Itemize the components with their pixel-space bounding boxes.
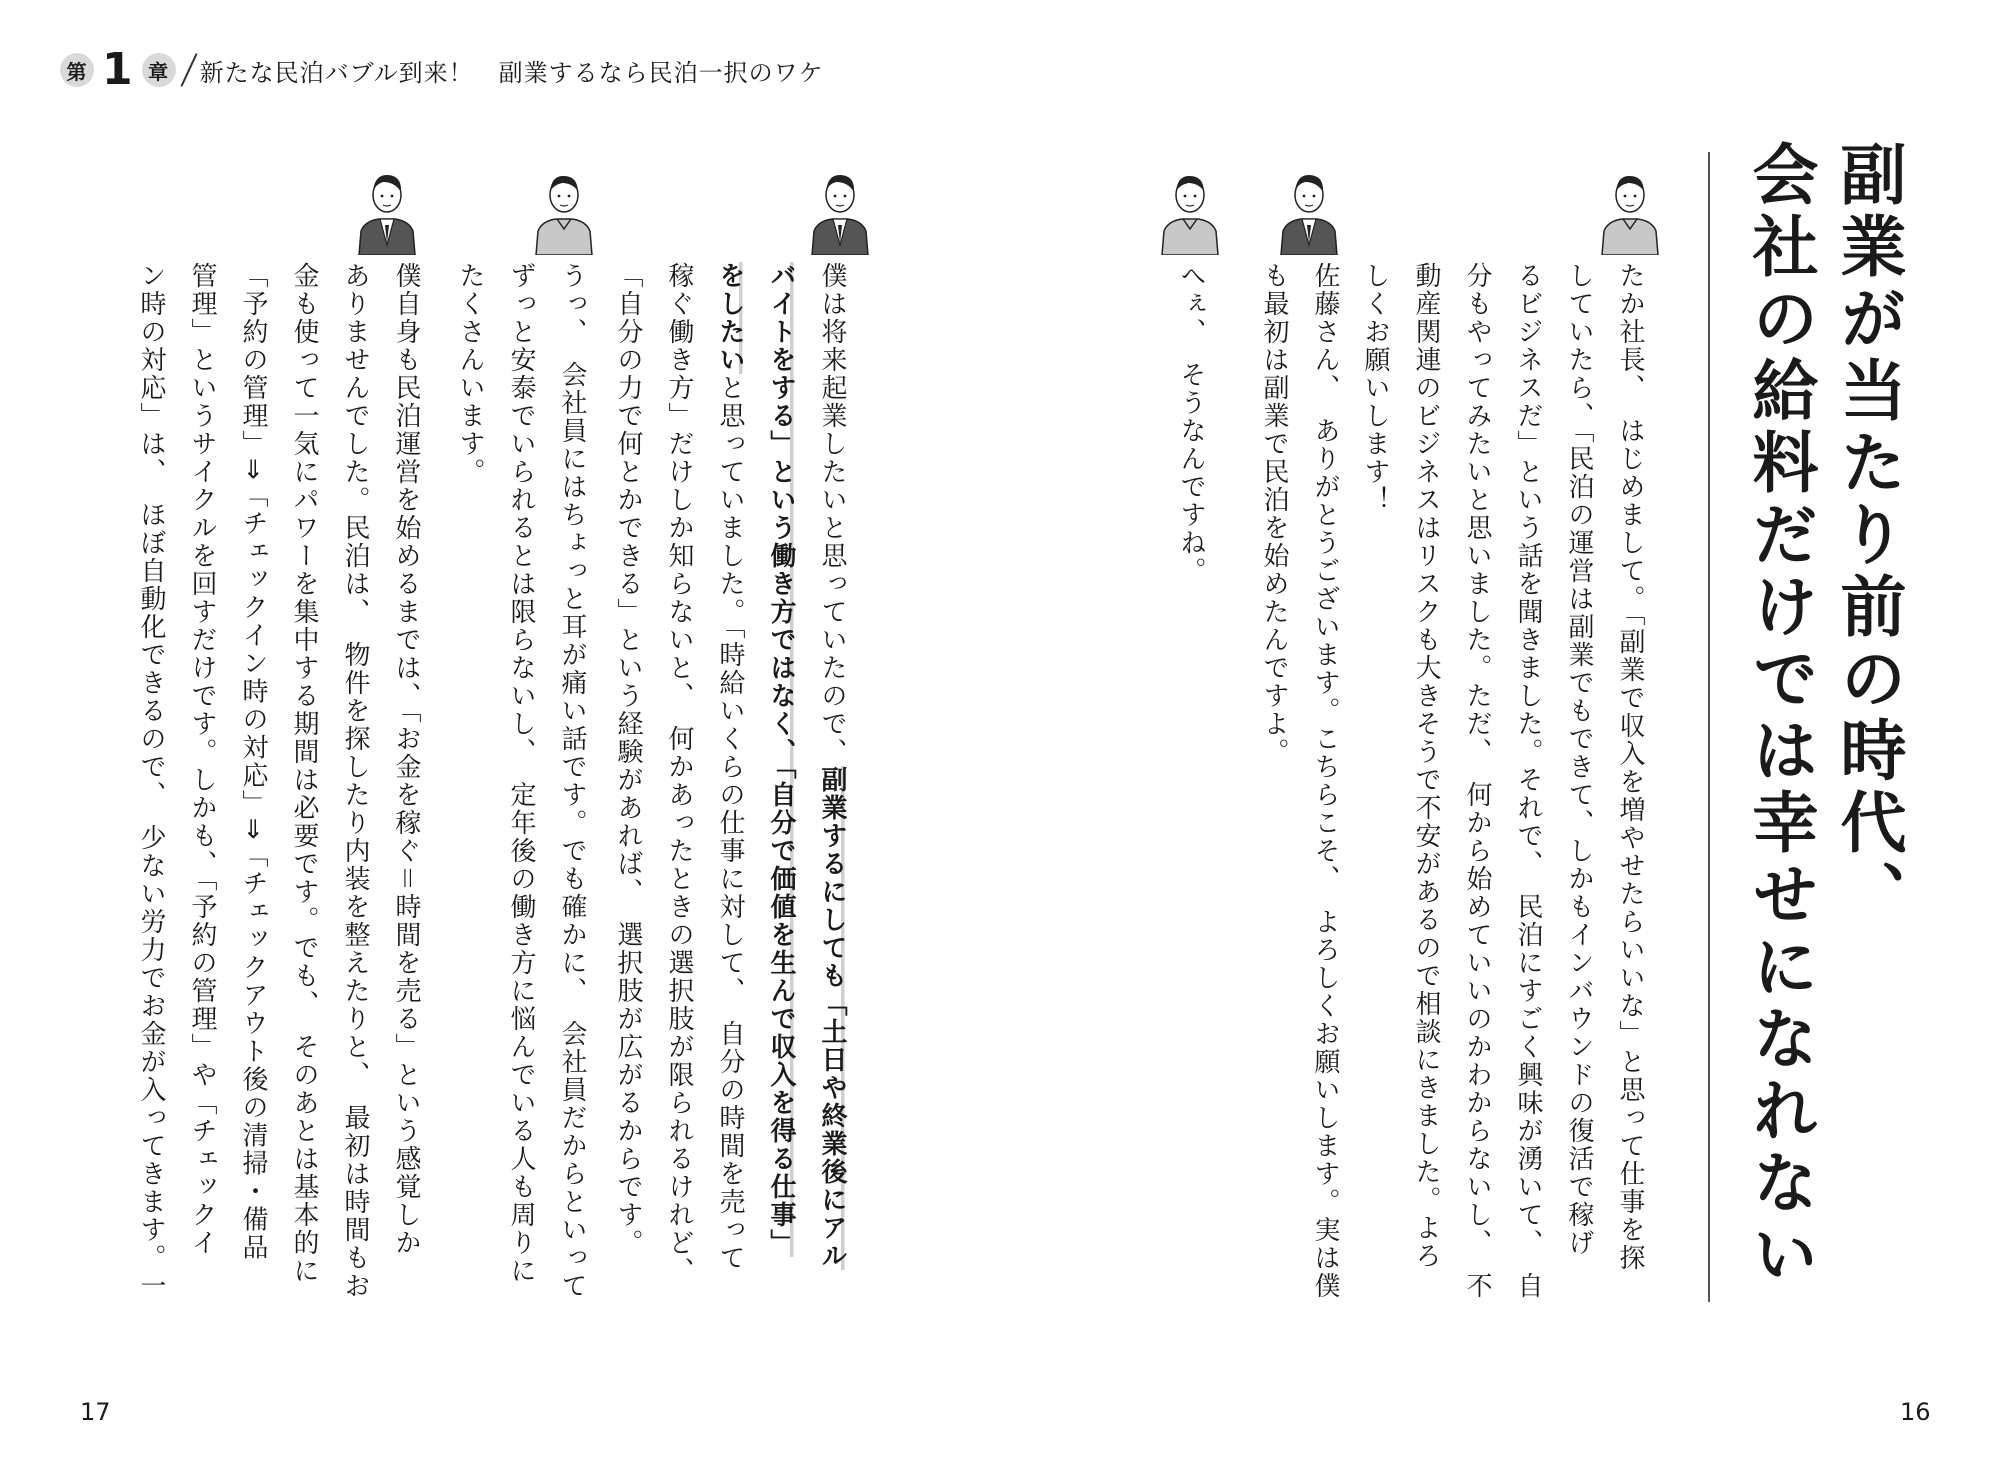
emphasis-span: 副業するにしても「土日や終業後にアル — [817, 766, 847, 1270]
text-line: 稼ぐ働き方」だけしか知らないと、 何かあったときの選択肢が限られるけれど、 — [664, 262, 694, 1285]
page-number-left: 17 — [80, 1398, 111, 1426]
text-line: たか社長、 はじめまして。「副業で収入を増やせたらいいな」と思って仕事を探 — [1615, 262, 1645, 1272]
text-span: と思っていました。「時給いくらの仕事に対して、 自分の時間を売って — [715, 374, 745, 1272]
text-line: 分もやってみたいと思いました。ただ、 何から始めていいのかわからないし、 不 — [1462, 262, 1492, 1300]
chapter-prefix: 第 — [60, 53, 94, 87]
dialogue-paragraph — [602, 262, 857, 1285]
chapter-suffix: 章 — [142, 53, 176, 87]
chapter-number: 1 — [102, 44, 134, 95]
text-line: していたら、「民泊の運営は副業でもできて、しかもインバウンドの復活で稼げ — [1564, 262, 1594, 1257]
text-line: 僕自身も民泊運営を始めるまでは、「お金を稼ぐ＝時間を売る」という感覚しか — [391, 262, 421, 1257]
speaker-casual-avatar-icon — [532, 165, 596, 255]
dialogue-paragraph — [125, 262, 431, 1300]
text-line — [755, 262, 806, 1285]
title-rule — [1708, 152, 1710, 1302]
text-line: ずっと安泰でいられるとは限らないし、 定年後の働き方に悩んでいる人も周りに — [506, 262, 536, 1285]
text-line: たくさんいます。 — [455, 262, 485, 486]
text-line: へぇ、 そうなんですね。 — [1176, 262, 1206, 585]
section-title-line1: 副業が当たり前の時代、 — [1829, 140, 1906, 932]
emphasis-span: バイトをする」という働き方ではなく、「自分で価値を生んで収入を得る仕事」 — [766, 262, 796, 1257]
text-line: 佐藤さん、 ありがとうございます。こちらこそ、 よろしくお願いします。実は僕 — [1310, 262, 1340, 1300]
emphasis-span: をしたい — [715, 262, 745, 374]
text-line: るビジネスだ」という話を聞きました。それで、 民泊にすごく興味が湧いて、 自 — [1513, 262, 1543, 1300]
speaker-suit-avatar-icon — [808, 165, 872, 255]
text-line: 「自分の力で何とかできる」という経験があれば、 選択肢が広がるからです。 — [613, 262, 643, 1257]
divider — [180, 53, 197, 86]
text-line: うっ、 会社員にはちょっと耳が痛い話です。でも確かに、 会社員だからといって — [557, 262, 587, 1300]
text-line: 金も使って一気にパワーを集中する期間は必要です。でも、 そのあとは基本的に — [289, 262, 319, 1285]
text-line: しくお願いします！ — [1360, 262, 1390, 514]
dialogue-paragraph — [1248, 262, 1350, 1300]
speaker-casual-avatar-icon — [1158, 165, 1222, 255]
dialogue-paragraph — [444, 262, 597, 1300]
text-span: 僕は将来起業したいと思っていたので、 — [817, 262, 847, 766]
text-line: 動産関連のビジネスはリスクも大きそうで不安があるので相談にきました。よろ — [1411, 262, 1441, 1270]
section-title-line2: 会社の給料だけでは幸せになれない — [1741, 140, 1818, 1292]
text-line: 管理」というサイクルを回すだけです。しかも、「予約の管理」や「チェックイ — [187, 262, 217, 1257]
text-line — [704, 262, 755, 1285]
text-line — [806, 262, 857, 1285]
dialogue-paragraph — [1165, 262, 1216, 585]
dialogue-paragraph — [1349, 262, 1655, 1300]
running-head — [60, 44, 824, 95]
page-number-right: 16 — [1900, 1398, 1931, 1426]
text-line: 「予約の管理」⇒「チェックイン時の対応」⇒「チェックアウト後の清掃・備品 — [238, 262, 268, 1262]
speaker-suit-avatar-icon — [355, 165, 419, 255]
text-line: ン時の対応」は、 ほぼ自動化できるので、 少ない労力でお金が入ってきます。一 — [136, 262, 166, 1300]
text-line: も最初は副業で民泊を始めたんですよ。 — [1259, 262, 1289, 766]
text-line: ありませんでした。民泊は、 物件を探したり内装を整えたりと、 最初は時間もお — [340, 262, 370, 1300]
speaker-casual-avatar-icon — [1598, 165, 1662, 255]
section-title — [1735, 140, 1911, 1292]
speaker-suit-avatar-icon — [1277, 165, 1341, 255]
chapter-title: 新たな民泊バブル到来！ 副業するなら民泊一択のワケ — [199, 58, 824, 87]
